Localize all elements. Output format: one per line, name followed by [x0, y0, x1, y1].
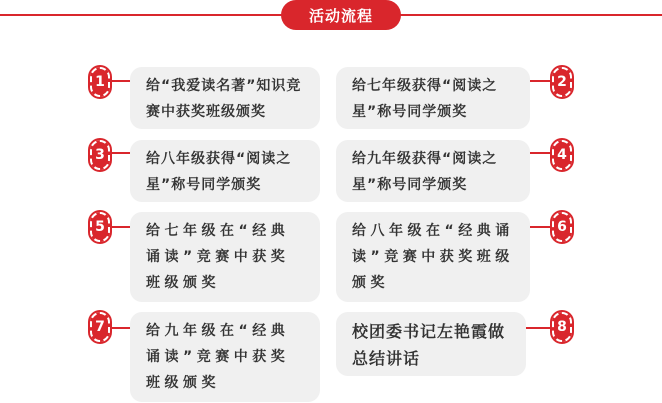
step-4-text: 给九年级获得“阅读之星”称号同学颁奖 — [352, 151, 498, 193]
step-6-badge: 6 — [552, 212, 572, 242]
step-5-text: 给七年级在“经典诵读”竞赛中获奖班级颁奖 — [146, 223, 290, 291]
step-3-card — [130, 140, 320, 202]
step-7-badge: 7 — [90, 312, 110, 342]
step-3-text: 给八年级获得“阅读之星”称号同学颁奖 — [146, 151, 292, 193]
step-5-connector — [108, 226, 130, 228]
step-8-text: 校团委书记左艳霞做总结讲话 — [352, 322, 506, 368]
section-title: 活动流程 — [281, 0, 401, 30]
step-1-card — [130, 67, 320, 129]
step-2-badge: 2 — [552, 67, 572, 97]
step-8-card — [336, 312, 526, 376]
step-1-connector — [108, 80, 130, 82]
step-7-text: 给九年级在“经典诵读”竞赛中获奖班级颁奖 — [146, 323, 290, 391]
step-4-card — [336, 140, 530, 202]
step-3-connector — [108, 152, 130, 154]
step-8-connector — [524, 327, 554, 329]
step-6-connector — [528, 226, 554, 228]
step-1-text: 给“我爱读名著”知识竞赛中获奖班级颁奖 — [146, 78, 302, 120]
step-2-card — [336, 67, 530, 129]
step-4-connector — [528, 152, 554, 154]
step-2-text: 给七年级获得“阅读之星”称号同学颁奖 — [352, 78, 498, 120]
step-6-card — [336, 212, 530, 302]
step-2-connector — [528, 80, 554, 82]
step-7-card — [130, 312, 320, 402]
step-7-connector — [108, 327, 130, 329]
step-1-badge: 1 — [90, 67, 110, 97]
step-3-badge: 3 — [90, 140, 110, 170]
step-5-card — [130, 212, 320, 302]
step-4-badge: 4 — [552, 140, 572, 170]
step-8-badge: 8 — [552, 312, 572, 342]
step-6-text: 给八年级在“经典诵读”竞赛中获奖班级颁奖 — [352, 223, 514, 291]
step-5-badge: 5 — [90, 212, 110, 242]
